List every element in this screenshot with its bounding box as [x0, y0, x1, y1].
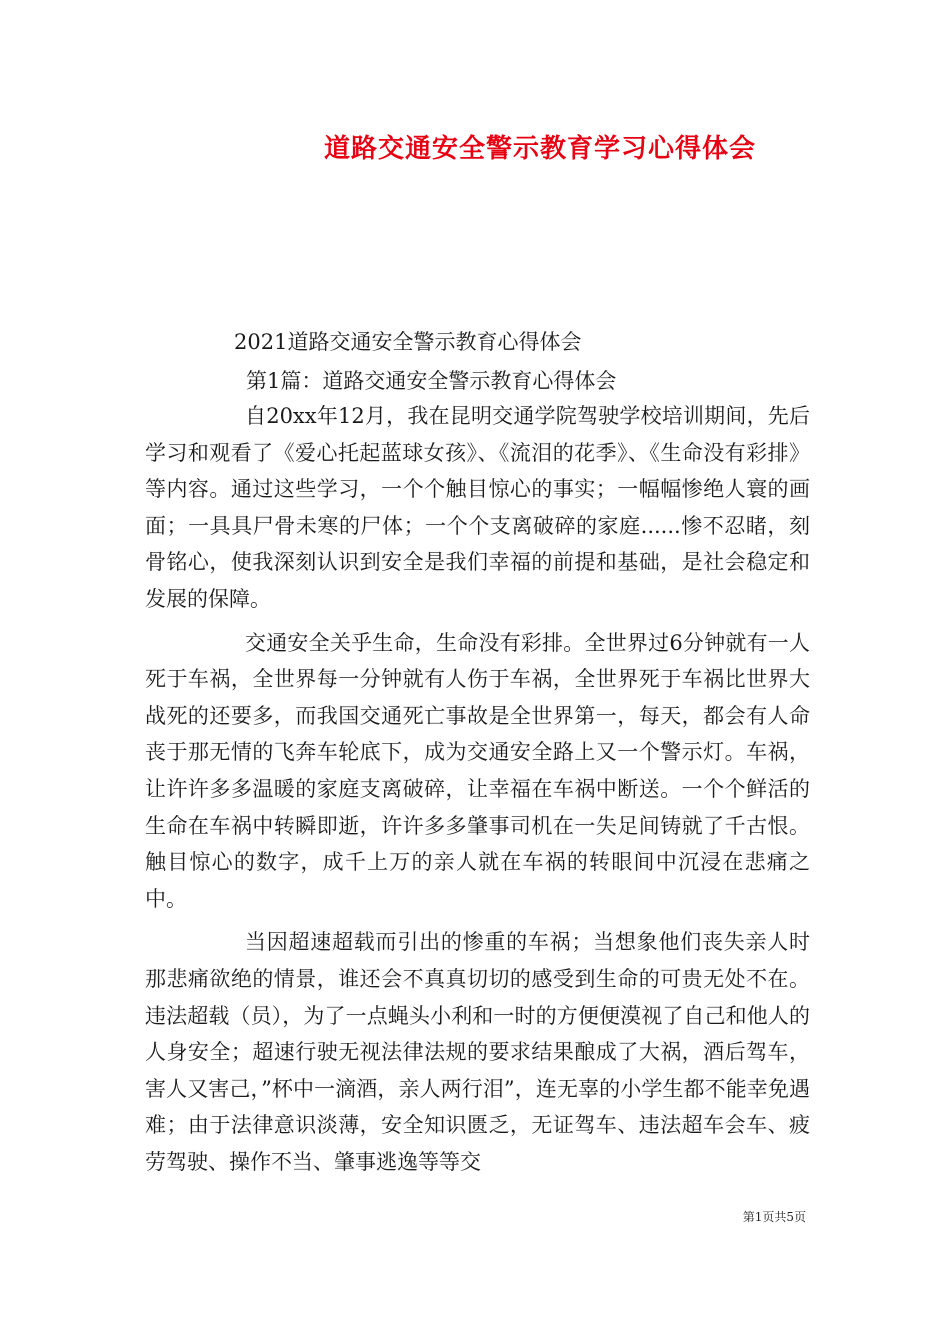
body-paragraph: 自20xx年12月，我在昆明交通学院驾驶学校培训期间，先后学习和观看了《爱心托起蓝球女孩》、《流泪的花季》、《生命没有彩排》等内容。通过这些学习，一个个触目惊心的事实；一幅幅惨绝人寰的画面；一具具尸骨未寒的尸体；一个个支离破碎的家庭......惨不忍睹，刻骨铭心，使我深刻认识到安全是我们幸福的前提和基础，是社会稳定和发展的保障。 — [145, 404, 810, 611]
page-number-footer: 第1页共5页 — [742, 1210, 806, 1224]
body-paragraph: 交通安全关乎生命，生命没有彩排。全世界过6分钟就有一人死于车祸，全世界每一分钟就有人伤于车祸，全世界死于车祸比世界大战死的还要多，而我国交通死亡事故是全世界第一，每天，都会有人命丧于那无情的飞奔车轮底下，成为交通安全路上又一个警示灯。车祸，让许许多多温暖的家庭支离破碎，让幸福在车祸中断送。一个个鲜活的生命在车祸中转瞬即逝，许许多多肇事司机在一失足间铸就了千古恨。触目惊心的数字，成千上万的亲人就在车祸的转眼间中沉浸在悲痛之中。 — [145, 630, 810, 911]
document-subtitle-year: 2021道路交通安全警示教育心得体会 — [234, 330, 582, 354]
document-subtitle-part: 第1篇：道路交通安全警示教育心得体会 — [246, 369, 617, 393]
document-body — [145, 398, 810, 1187]
document-title: 道路交通安全警示教育学习心得体会 — [323, 134, 756, 164]
body-paragraph: 当因超速超载而引出的惨重的车祸；当想象他们丧失亲人时那悲痛欲绝的情景，谁还会不真真切切的感受到生命的可贵无处不在。违法超载（员），为了一点蝇头小利和一时的方便便漠视了自己和他人的人身安全；超速行驶无视法律法规的要求结果酿成了大祸，酒后驾车，害人又害己，”杯中一滴酒，亲人两行泪”，连无辜的小学生都不能幸免遇难；由于法律意识淡薄，安全知识匮乏，无证驾车、违法超车会车、疲劳驾驶、操作不当、肇事逃逸等等交 — [145, 930, 810, 1174]
